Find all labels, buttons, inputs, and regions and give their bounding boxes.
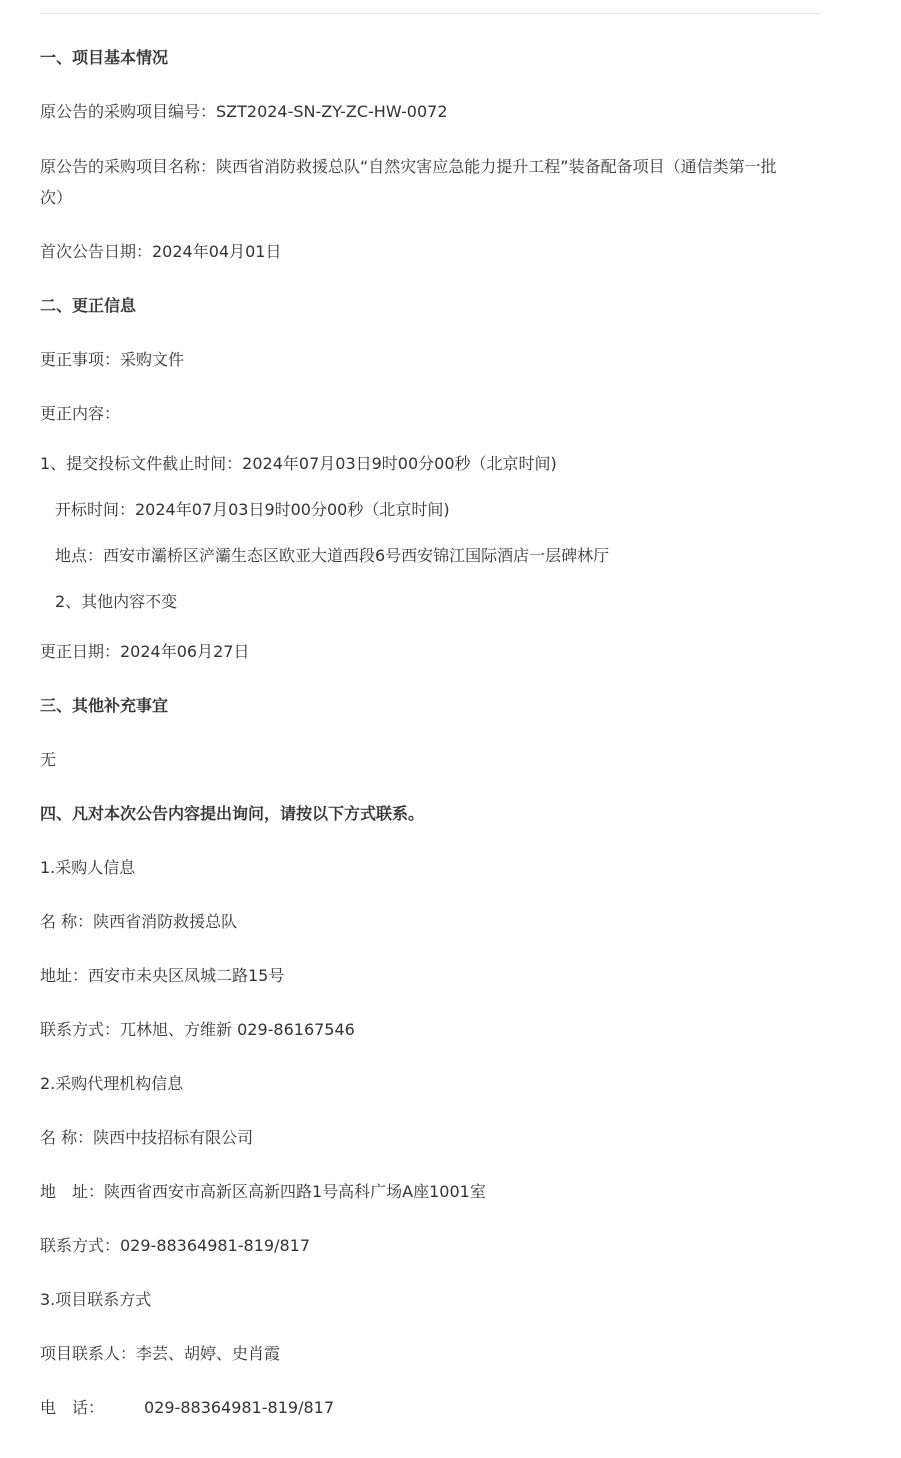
phone-label: 电 话： bbox=[40, 1398, 105, 1417]
correction-date: 更正日期：2024年06月27日 bbox=[40, 642, 250, 661]
project-name: 原公告的采购项目名称：陕西省消防救援总队“自然灾害应急能力提升工程”装备配备项目（通信类第一批次） bbox=[40, 157, 777, 207]
section-heading-supplementary: 三、其他补充事宜 bbox=[40, 696, 169, 715]
correction-content-label: 更正内容： bbox=[40, 404, 121, 423]
project-contact-title: 3.项目联系方式 bbox=[40, 1290, 152, 1309]
buyer-contact: 联系方式：兀林旭、方维新 029-86167546 bbox=[40, 1020, 355, 1039]
bid-opening-location: 地点：西安市灞桥区浐灞生态区欧亚大道西段6号西安锦江国际酒店一层碑林厅 bbox=[55, 546, 610, 565]
project-number: 原公告的采购项目编号：SZT2024-SN-ZY-ZC-HW-0072 bbox=[40, 102, 448, 121]
buyer-info-title: 1.采购人信息 bbox=[40, 858, 136, 877]
agency-address: 地 址：陕西省西安市高新区高新四路1号高科广场A座1001室 bbox=[40, 1182, 486, 1201]
section-heading-correction-info: 二、更正信息 bbox=[40, 296, 137, 315]
other-content-unchanged: 2、其他内容不变 bbox=[55, 592, 178, 611]
project-contact-phone bbox=[40, 1393, 800, 1423]
agency-name: 名 称：陕西中技招标有限公司 bbox=[40, 1128, 254, 1147]
phone-value: 029-88364981-819/817 bbox=[144, 1398, 335, 1417]
section-heading-contact: 四、凡对本次公告内容提出询问，请按以下方式联系。 bbox=[40, 804, 425, 823]
supplementary-text: 无 bbox=[40, 750, 57, 769]
first-announcement-date: 首次公告日期：2024年04月01日 bbox=[40, 242, 282, 261]
top-divider bbox=[40, 13, 820, 14]
agency-info-title: 2.采购代理机构信息 bbox=[40, 1074, 184, 1093]
project-contact-people: 项目联系人：李芸、胡婷、史肖霞 bbox=[40, 1344, 281, 1363]
submission-deadline: 1、提交投标文件截止时间：2024年07月03日9时00分00秒（北京时间) bbox=[40, 454, 557, 473]
bid-opening-time: 开标时间：2024年07月03日9时00分00秒（北京时间) bbox=[55, 500, 450, 519]
correction-item: 更正事项：采购文件 bbox=[40, 350, 185, 369]
agency-contact: 联系方式：029-88364981-819/817 bbox=[40, 1236, 310, 1255]
section-heading-basic-info: 一、项目基本情况 bbox=[40, 48, 169, 67]
buyer-address: 地址：西安市未央区凤城二路15号 bbox=[40, 966, 285, 985]
buyer-name: 名 称：陕西省消防救援总队 bbox=[40, 912, 238, 931]
